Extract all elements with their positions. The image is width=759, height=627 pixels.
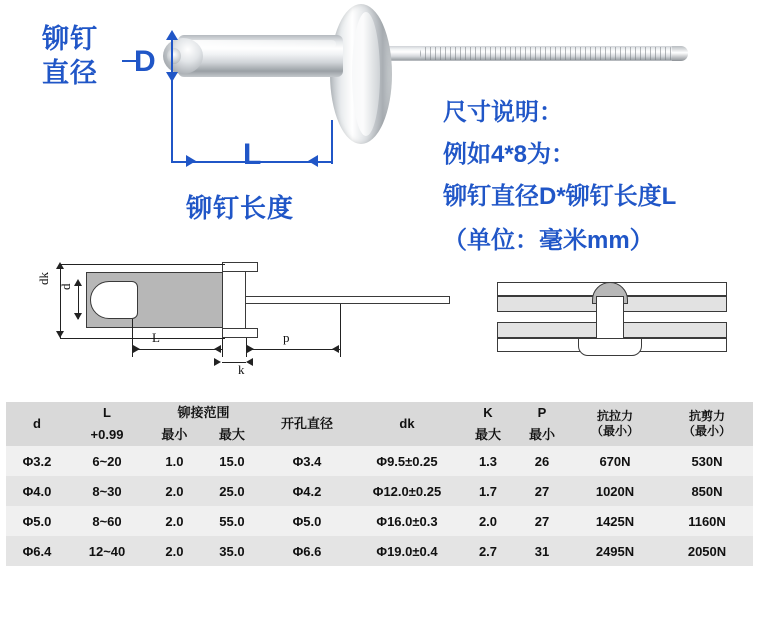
p-extension-right xyxy=(340,304,341,357)
l-arrow-left xyxy=(214,345,221,353)
cell-range-max: 25.0 xyxy=(203,476,261,506)
cell-range-min: 2.0 xyxy=(146,476,203,506)
k-arrow-left xyxy=(246,358,253,366)
diameter-d-letter: D xyxy=(134,45,157,78)
rivet-mandrel-tip xyxy=(672,46,688,61)
header-shear xyxy=(661,402,753,446)
header-K-sub: 最大 xyxy=(461,424,515,446)
cell-range-min: 2.0 xyxy=(146,536,203,566)
header-shear-label: 抗剪力 xyxy=(688,409,725,423)
rivet-closed-end-nub xyxy=(167,48,181,64)
cell-d: Φ3.2 xyxy=(6,446,68,476)
cell-shear: 530N xyxy=(661,446,753,476)
header-P: P xyxy=(515,402,569,424)
note-line-2: 例如4*8为： xyxy=(443,141,576,168)
p-dimension-line xyxy=(246,349,340,350)
dk-extension-bottom xyxy=(60,338,225,339)
header-K: K xyxy=(461,402,515,424)
header-dk: dk xyxy=(353,402,461,446)
cell-dk: Φ19.0±0.4 xyxy=(353,536,461,566)
header-P-sub: 最小 xyxy=(515,424,569,446)
table-row xyxy=(6,506,753,536)
header-tensile-sub: （最小） xyxy=(590,424,639,438)
cell-k: 2.7 xyxy=(461,536,515,566)
note-line-3: 铆钉直径D*铆钉长度L xyxy=(443,183,677,210)
l-dimension-line xyxy=(132,349,222,350)
l-arrow-right xyxy=(133,345,140,353)
rivet-mandrel-knurling xyxy=(420,47,675,60)
dk-arrow-down xyxy=(56,331,64,338)
cell-d: Φ6.4 xyxy=(6,536,68,566)
header-d: d xyxy=(6,402,68,446)
l-extension-right xyxy=(222,338,223,357)
cell-L: 12~40 xyxy=(68,536,146,566)
p-arrow-right xyxy=(247,345,254,353)
diameter-label xyxy=(42,22,98,90)
cell-range-max: 35.0 xyxy=(203,536,261,566)
p-label: p xyxy=(283,330,290,345)
l-dimension-right-extension xyxy=(331,120,333,164)
cell-dk: Φ9.5±0.25 xyxy=(353,446,461,476)
l-label: L xyxy=(152,330,160,345)
header-tensile-label: 抗拉力 xyxy=(596,409,633,423)
l-dimension-arrow-left xyxy=(308,155,318,167)
length-label: 铆钉长度 xyxy=(186,193,295,223)
cell-p: 27 xyxy=(515,506,569,536)
cell-hole: Φ4.2 xyxy=(261,476,353,506)
table-header-row-main xyxy=(6,402,753,424)
cell-dk: Φ12.0±0.25 xyxy=(353,476,461,506)
cell-k: 2.0 xyxy=(461,506,515,536)
cell-dk: Φ16.0±0.3 xyxy=(353,506,461,536)
d-dimension-arrow-down xyxy=(166,72,178,82)
drawing-flange-top xyxy=(222,262,258,272)
table-body xyxy=(6,446,753,566)
cell-shear: 1160N xyxy=(661,506,753,536)
header-range-min: 最小 xyxy=(146,424,203,446)
drawing-flange-head xyxy=(222,262,246,338)
table-row xyxy=(6,476,753,506)
cell-tensile: 1020N xyxy=(569,476,661,506)
cell-L: 8~30 xyxy=(68,476,146,506)
rivet-flange-face-highlight xyxy=(352,12,380,136)
installed-rivet-shank xyxy=(596,296,624,340)
l-dimension-arrow-right xyxy=(186,155,196,167)
header-tensile xyxy=(569,402,661,446)
d-arrow-down xyxy=(74,313,82,320)
rivet-body-highlight xyxy=(186,40,336,48)
specification-table xyxy=(6,402,753,566)
cell-d: Φ5.0 xyxy=(6,506,68,536)
cell-p: 26 xyxy=(515,446,569,476)
cell-range-max: 55.0 xyxy=(203,506,261,536)
diameter-label-line1: 铆钉 xyxy=(42,24,98,54)
k-label: k xyxy=(238,362,245,377)
cell-hole: Φ5.0 xyxy=(261,506,353,536)
cell-p: 31 xyxy=(515,536,569,566)
k-arrow-right xyxy=(214,358,221,366)
header-L: L xyxy=(68,402,146,424)
cell-hole: Φ3.4 xyxy=(261,446,353,476)
cell-shear: 850N xyxy=(661,476,753,506)
cell-range-min: 2.0 xyxy=(146,506,203,536)
d-dimension-vertical-line xyxy=(171,33,173,163)
cell-range-min: 1.0 xyxy=(146,446,203,476)
drawing-mandrel xyxy=(240,296,450,304)
d-dimension-arrow-up xyxy=(166,30,178,40)
cell-k: 1.7 xyxy=(461,476,515,506)
d-arrow-up xyxy=(74,279,82,286)
drawing-mandrel-head xyxy=(90,281,138,319)
cell-range-max: 15.0 xyxy=(203,446,261,476)
cell-hole: Φ6.6 xyxy=(261,536,353,566)
cell-p: 27 xyxy=(515,476,569,506)
table-row xyxy=(6,446,753,476)
cell-L: 6~20 xyxy=(68,446,146,476)
dk-dimension-line xyxy=(60,264,61,338)
note-line-4: （单位：毫米mm） xyxy=(443,227,654,254)
dk-label: dk xyxy=(36,272,51,285)
header-joint-range: 铆接范围 xyxy=(146,402,261,424)
note-line-1: 尺寸说明： xyxy=(443,99,563,126)
cell-tensile: 1425N xyxy=(569,506,661,536)
cell-tensile: 670N xyxy=(569,446,661,476)
header-L-tolerance: +0.99 xyxy=(68,424,146,446)
table-header xyxy=(6,402,753,446)
header-hole-diameter: 开孔直径 xyxy=(261,402,353,446)
diameter-label-line2: 直径 xyxy=(42,58,98,88)
header-shear-sub: （最小） xyxy=(682,424,731,438)
cell-d: Φ4.0 xyxy=(6,476,68,506)
cell-k: 1.3 xyxy=(461,446,515,476)
header-range-max: 最大 xyxy=(203,424,261,446)
cell-L: 8~60 xyxy=(68,506,146,536)
cell-shear: 2050N xyxy=(661,536,753,566)
dk-extension-top xyxy=(60,264,225,265)
length-l-letter: L xyxy=(243,138,263,171)
drawing-flange-bottom xyxy=(222,328,258,338)
table-row xyxy=(6,536,753,566)
cell-tensile: 2495N xyxy=(569,536,661,566)
p-arrow-left xyxy=(332,345,339,353)
d-label: d xyxy=(58,283,73,290)
installed-rivet-bulb xyxy=(578,338,642,356)
